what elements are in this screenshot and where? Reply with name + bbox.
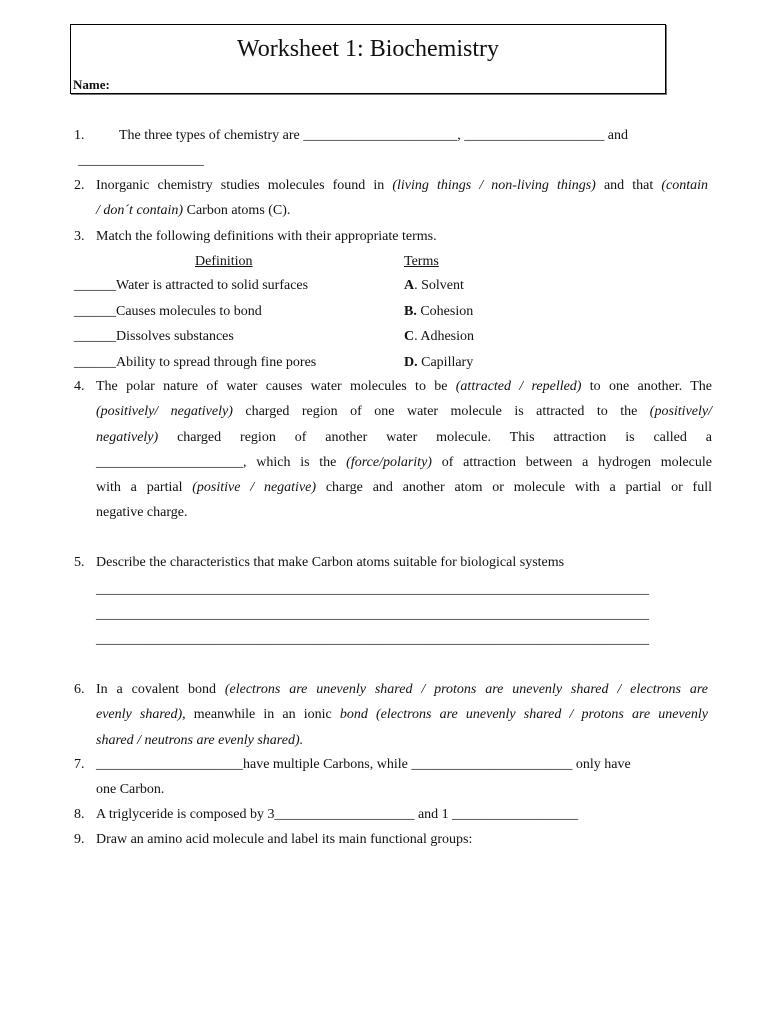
- question-4-line: negatively) charged region of another water molecule. This attraction is called a: [96, 429, 712, 445]
- question-7-continuation: one Carbon.: [96, 782, 165, 797]
- question-6-number: 6.: [74, 682, 85, 697]
- question-6-line: evenly shared), meanwhile in an ionic bond (electrons are unevenly shared / protons are unevenly: [96, 707, 708, 723]
- term-row: B. Cohesion: [404, 304, 474, 319]
- worksheet-header: [70, 24, 666, 94]
- question-3-text: Match the following definitions with their appropriate terms.: [96, 229, 437, 244]
- question-4-line: (positively/ negatively) charged region of one water molecule is attracted to the (positively/: [96, 404, 712, 420]
- question-3-number: 3.: [74, 229, 85, 244]
- question-1-text: The three types of chemistry are ______________________, ____________________ and: [119, 128, 628, 143]
- question-1-number: 1.: [74, 128, 85, 143]
- definition-header: Definition: [195, 254, 253, 269]
- name-label: Name:: [73, 77, 110, 92]
- page-title: Worksheet 1: Biochemistry: [236, 36, 500, 62]
- question-6-text: [96, 677, 708, 753]
- question-9-text: Draw an amino acid molecule and label its main functional groups:: [96, 832, 473, 847]
- question-5-number: 5.: [74, 555, 85, 570]
- definition-row: ______Water is attracted to solid surfaces: [74, 278, 309, 293]
- question-4-line: The polar nature of water causes water molecules to be (attracted / repelled) to one another. The: [96, 379, 713, 394]
- question-1-blank: __________________: [78, 153, 204, 168]
- question-4-text: [96, 374, 712, 526]
- question-2-line-1: Inorganic chemistry studies molecules found in (living things / non-living things) and that (contain: [96, 178, 708, 193]
- definition-row: ______Causes molecules to bond: [74, 304, 262, 319]
- term-row: A. Solvent: [404, 278, 464, 293]
- question-4-line: with a partial (positive / negative) charge and another atom or molecule with a partial or full: [96, 480, 712, 496]
- question-2-line-2: / don´t contain) Carbon atoms (C).: [96, 203, 291, 219]
- answer-line: _______________________________________________________________________________: [96, 582, 649, 597]
- question-6-line: shared / neutrons are evenly shared).: [96, 732, 304, 748]
- term-row: D. Capillary: [404, 355, 474, 370]
- question-7-text: _____________________have multiple Carbons, while _______________________ only have: [96, 757, 631, 772]
- question-8-number: 8.: [74, 807, 85, 822]
- question-4-line: negative charge.: [96, 505, 188, 521]
- terms-header: Terms: [404, 254, 439, 269]
- question-6-line: In a covalent bond (electrons are unevenly shared / protons are unevenly shared / electrons are: [96, 682, 708, 697]
- answer-line: _______________________________________________________________________________: [96, 632, 649, 647]
- answer-line: _______________________________________________________________________________: [96, 607, 649, 622]
- question-4-line: _____________________, which is the (force/polarity) of attraction between a hydrogen molecule: [96, 454, 713, 470]
- term-row: C. Adhesion: [404, 329, 475, 344]
- question-7-number: 7.: [74, 757, 85, 772]
- question-4-number: 4.: [74, 379, 85, 394]
- definition-row: ______Ability to spread through fine pores: [74, 355, 317, 370]
- question-5-text: Describe the characteristics that make Carbon atoms suitable for biological systems: [96, 555, 565, 570]
- question-2-text: [96, 173, 708, 224]
- question-8-text: A triglyceride is composed by 3____________________ and 1 __________________: [96, 807, 579, 822]
- definition-row: ______Dissolves substances: [74, 329, 234, 344]
- question-9-number: 9.: [74, 832, 85, 847]
- question-2-number: 2.: [74, 178, 85, 193]
